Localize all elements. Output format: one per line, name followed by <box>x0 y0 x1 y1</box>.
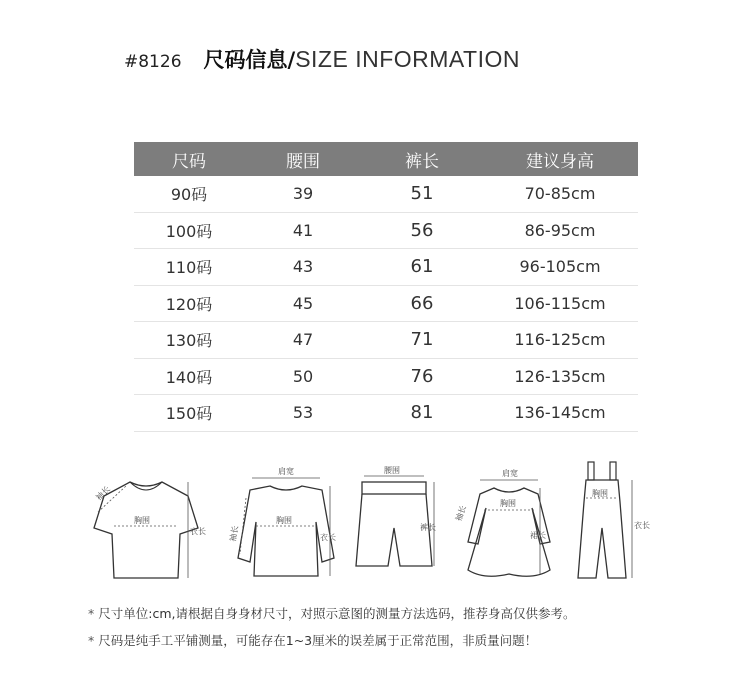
label-length: 衣长 <box>634 521 650 530</box>
column-header-height: 建议身高 <box>482 142 638 176</box>
label-chest: 胸围 <box>592 489 608 498</box>
table-cell: 96-105cm <box>482 249 638 286</box>
table-cell: 39 <box>244 176 362 212</box>
label-sleeve: 袖长 <box>94 484 112 503</box>
label-chest: 胸围 <box>134 516 150 525</box>
table-cell: 90码 <box>134 176 244 212</box>
table-cell: 126-135cm <box>482 358 638 395</box>
sweater-diagram <box>226 458 342 588</box>
label-length: 衣长 <box>320 533 336 542</box>
label-length: 裤长 <box>420 523 436 532</box>
measurement-diagrams <box>88 458 668 588</box>
table-cell: 110码 <box>134 249 244 286</box>
column-header-size: 尺码 <box>134 142 244 176</box>
table-cell: 136-145cm <box>482 395 638 432</box>
table-row <box>134 322 638 359</box>
title-chinese: 尺码信息/ <box>203 48 296 72</box>
label-chest: 胸围 <box>276 516 292 525</box>
table-row <box>134 358 638 395</box>
overalls-diagram <box>570 458 666 588</box>
label-chest: 胸围 <box>500 499 516 508</box>
table-row <box>134 176 638 212</box>
table-cell: 130码 <box>134 322 244 359</box>
table-cell: 56 <box>362 212 482 249</box>
label-shoulder: 肩宽 <box>278 467 294 476</box>
column-header-length: 裤长 <box>362 142 482 176</box>
table-cell: 66 <box>362 285 482 322</box>
table-cell: 86-95cm <box>482 212 638 249</box>
label-length: 衣长 <box>190 527 206 536</box>
table-cell: 76 <box>362 358 482 395</box>
label-sleeve: 袖长 <box>454 504 468 523</box>
tshirt-diagram <box>88 458 204 588</box>
note-line <box>88 627 576 654</box>
table-cell: 116-125cm <box>482 322 638 359</box>
note-text: 尺寸单位:cm,请根据自身身材尺寸，对照示意图的测量方法选码，推荐身高仅供参考。 <box>98 606 576 621</box>
page-title <box>124 44 520 74</box>
table-cell: 100码 <box>134 212 244 249</box>
label-sleeve: 袖长 <box>228 524 241 543</box>
table-cell: 61 <box>362 249 482 286</box>
table-cell: 81 <box>362 395 482 432</box>
table-cell: 53 <box>244 395 362 432</box>
table-cell: 150码 <box>134 395 244 432</box>
table-cell: 43 <box>244 249 362 286</box>
table-cell: 51 <box>362 176 482 212</box>
label-length: 裙长 <box>530 531 546 540</box>
title-english: SIZE INFORMATION <box>295 46 520 72</box>
table-cell: 45 <box>244 285 362 322</box>
label-shoulder: 肩宽 <box>502 469 518 478</box>
label-waist: 腰围 <box>384 466 400 475</box>
column-header-waist: 腰围 <box>244 142 362 176</box>
table-cell: 140码 <box>134 358 244 395</box>
table-cell: 120码 <box>134 285 244 322</box>
note-line <box>88 600 576 627</box>
table-cell: 47 <box>244 322 362 359</box>
table-header-row <box>134 142 638 176</box>
table-cell: 71 <box>362 322 482 359</box>
table-row <box>134 395 638 432</box>
notes <box>88 600 576 654</box>
table-row <box>134 212 638 249</box>
dress-diagram <box>454 458 564 588</box>
table-row <box>134 285 638 322</box>
note-text: 尺码是纯手工平铺测量，可能存在1~3厘米的误差属于正常范围，非质量问题！ <box>98 633 538 648</box>
table-cell: 70-85cm <box>482 176 638 212</box>
table-cell: 50 <box>244 358 362 395</box>
table-cell: 106-115cm <box>482 285 638 322</box>
star-bullet: * <box>88 633 95 648</box>
table-cell: 41 <box>244 212 362 249</box>
table-row <box>134 249 638 286</box>
size-table <box>134 142 638 432</box>
shorts-diagram <box>344 458 448 588</box>
product-code: #8126 <box>124 52 182 72</box>
star-bullet: * <box>88 606 95 621</box>
